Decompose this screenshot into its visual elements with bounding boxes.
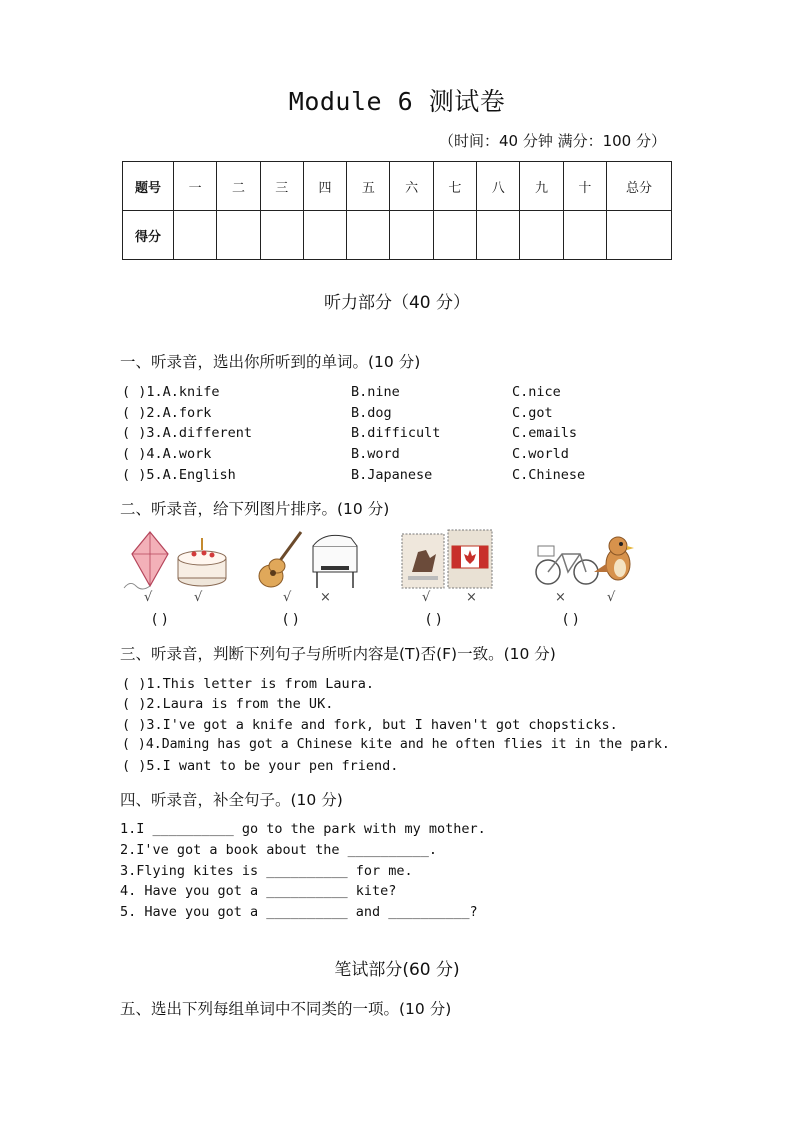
exam-meta: （时间：40 分钟 满分：100 分） [438,132,666,150]
writing-section-heading: 笔试部分(60 分) [334,960,460,980]
mark: × [466,590,477,605]
score-cell[interactable] [217,211,260,260]
bike-bird-picture [530,528,640,618]
guitar-icon [259,532,301,587]
answer-paren[interactable]: ( ) [152,612,168,628]
q3-heading: 三、听录音，判断下列句子与所听内容是(T)否(F)一致。(10 分) [120,645,556,663]
kite-icon [124,532,168,589]
q3-item: ( )3.I've got a knife and fork, but I haven't got chopsticks. [122,717,618,733]
score-header-cell: 二 [217,162,260,211]
score-header-cell: 八 [477,162,520,211]
mark: √ [607,590,616,605]
mark: √ [422,590,431,605]
mark: √ [194,590,203,605]
stamps-picture [400,528,500,618]
q3-item: ( )4.Daming has got a Chinese kite and he often flies it in the park. [122,737,670,752]
mark: √ [283,590,292,605]
q4-item: 3.Flying kites is __________ for me. [120,863,413,879]
answer-paren[interactable]: ( ) [426,612,442,628]
guitar-piano-picture [255,528,365,618]
score-header-cell: 六 [390,162,433,211]
q1-item-prefix: ( )1.A.knife [122,384,220,400]
score-table [122,161,672,260]
china-stamp-icon [402,534,444,588]
score-cell[interactable] [390,211,433,260]
q1-option-c: C.nice [512,384,561,400]
score-header-cell: 四 [303,162,346,211]
q1-item-prefix: ( )3.A.different [122,425,253,441]
score-row-label: 得分 [123,211,174,260]
score-cell[interactable] [260,211,303,260]
q5-heading: 五、选出下列每组单词中不同类的一项。(10 分) [120,1000,452,1018]
q1-option-c: C.got [512,405,553,421]
score-table-header-row [123,162,672,211]
mark: × [320,590,331,605]
kite-picture [120,528,230,618]
bird-icon [594,537,634,580]
canada-stamp-icon [448,530,492,588]
q1-heading: 一、听录音，选出你所听到的单词。(10 分) [120,353,421,371]
answer-paren[interactable]: ( ) [283,612,299,628]
q1-option-b: B.dog [351,405,392,421]
q1-option-b: B.word [351,446,400,462]
cake-icon [178,538,226,586]
score-cell[interactable] [520,211,563,260]
score-table-score-row [123,211,672,260]
q1-option-b: B.nine [351,384,400,400]
score-header-cell: 十 [563,162,606,211]
score-header-cell: 九 [520,162,563,211]
q1-option-b: B.difficult [351,425,441,441]
score-cell[interactable] [174,211,217,260]
mark: × [555,590,566,605]
score-cell[interactable] [563,211,606,260]
score-header-cell: 总分 [607,162,672,211]
q1-item-prefix: ( )5.A.English [122,467,236,483]
score-cell[interactable] [347,211,390,260]
q2-heading: 二、听录音，给下列图片排序。(10 分) [120,500,390,518]
q3-item: ( )1.This letter is from Laura. [122,676,374,692]
q1-option-b: B.Japanese [351,467,433,483]
score-header-cell: 题号 [123,162,174,211]
score-cell[interactable] [303,211,346,260]
q1-item-prefix: ( )4.A.work [122,446,212,462]
q3-item: ( )5.I want to be your pen friend. [122,758,399,774]
q4-item: 2.I've got a book about the __________. [120,842,437,858]
q1-option-c: C.emails [512,425,578,441]
piano-icon [313,535,357,588]
mark: √ [144,590,153,605]
bicycle-icon [536,546,598,584]
q4-item: 5. Have you got a __________ and __________? [120,904,478,920]
q4-item: 1.I __________ go to the park with my mother. [120,821,486,837]
q4-item: 4. Have you got a __________ kite? [120,883,397,899]
listening-section-heading: 听力部分（40 分） [323,293,471,313]
score-header-cell: 七 [433,162,476,211]
score-header-cell: 五 [347,162,390,211]
answer-paren[interactable]: ( ) [563,612,579,628]
score-cell[interactable] [607,211,672,260]
score-header-cell: 一 [174,162,217,211]
q3-item: ( )2.Laura is from the UK. [122,696,334,712]
q4-heading: 四、听录音，补全句子。(10 分) [120,791,343,809]
q1-option-c: C.world [512,446,569,462]
score-cell[interactable] [477,211,520,260]
page-title: Module 6 测试卷 [288,87,506,116]
score-cell[interactable] [433,211,476,260]
score-header-cell: 三 [260,162,303,211]
q1-option-c: C.Chinese [512,467,586,483]
q1-item-prefix: ( )2.A.fork [122,405,212,421]
